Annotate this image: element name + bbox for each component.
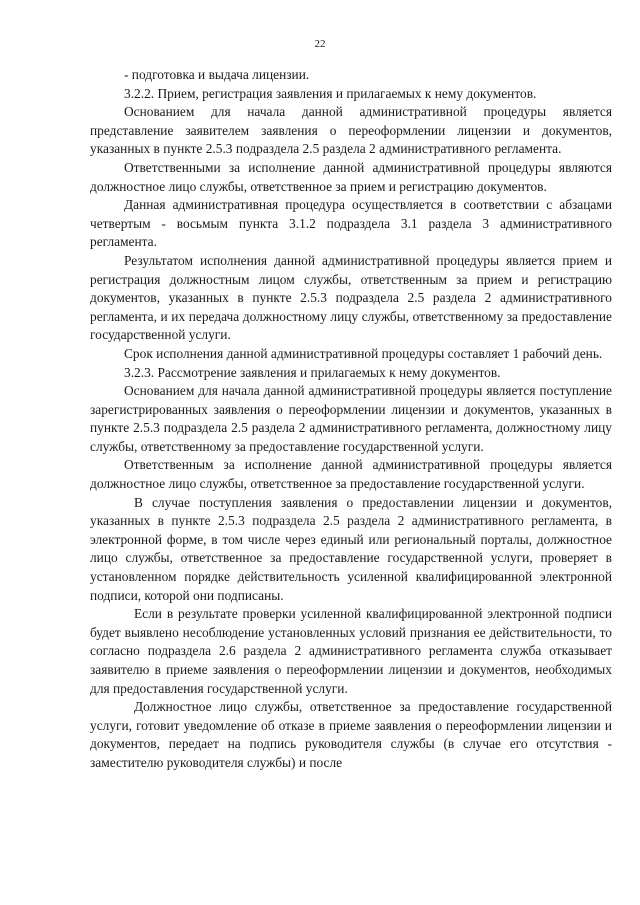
paragraph: Должностное лицо службы, ответственное за предоставление государственной услуги, готовит уведомление об отказе в приеме заявления о переоформлении лицензии и документов, передает на подпись руководителя службы (в случае его отсутствия - заместителю руководителя службы) и после [90, 699, 612, 770]
paragraph: Данная административная процедура осуществляется в соответствии с абзацами четвертым - восьмым пункта 3.1.2 подраздела 3.1 раздела 3 административного регламента. [90, 197, 612, 250]
paragraph: Основанием для начала данной административной процедуры является поступление зарегистрированных заявления о переоформлении лицензии и документов, указанных в пункте 2.5.3 подраздела 2.5 раздела 2 административного регламента, должностному лицу службы, ответственному за предоставление государственной услуги. [90, 383, 612, 454]
paragraph: Ответственным за исполнение данной административной процедуры является должностное лицо службы, ответственное за предоставление государственной услуги. [90, 457, 612, 492]
page-number: 22 [314, 38, 326, 50]
paragraph: Основанием для начала данной административной процедуры является представление заявителем заявления о переоформлении лицензии и документов, указанных в пункте 2.5.3 подраздела 2.5 раздела 2 административного регламента. [90, 104, 612, 157]
paragraph: Срок исполнения данной административной процедуры составляет 1 рабочий день. [124, 345, 603, 361]
paragraph: Результатом исполнения данной административной процедуры является прием и регистрация должностным лицом службы, ответственным за прием и регистрацию документов, указанных в пункте 2.5.3 подраздела 2.5 раздела 2 административного регламента, и их передача должностному лицу службы, ответственному за предоставление государственной услуги. [90, 252, 612, 343]
paragraph: Ответственными за исполнение данной административной процедуры являются должностное лицо службы, ответственное за прием и регистрацию документов. [90, 159, 612, 194]
document-body [90, 66, 612, 773]
paragraph: Если в результате проверки усиленной квалифицированной электронной подписи будет выявлено несоблюдение установленных условий признания ее действительности, то согласно подраздела 2.6 раздела 2 административного регламента служба отказывает заявителю в приеме заявления о переоформлении лицензии и документов, необходимых для предоставления государственной услуги. [90, 606, 612, 696]
paragraph-list-item: - подготовка и выдача лицензии. [124, 67, 310, 82]
paragraph: В случае поступления заявления о предоставлении лицензии и документов, указанных в пункте 2.5.3 подраздела 2.5 раздела 2 административного регламента, в электронной форме, в том числе через единый или региональный порталы, должностное лицо службы, ответственное за предоставление государственной услуги, проверяет в установленном порядке действительность усиленной квалифицированной электронной подписи, которой они подписаны. [90, 494, 612, 603]
section-heading-3-2-2: 3.2.2. Прием, регистрация заявления и прилагаемых к нему документов. [124, 85, 537, 101]
section-heading-3-2-3: 3.2.3. Рассмотрение заявления и прилагаемых к нему документов. [124, 364, 501, 380]
